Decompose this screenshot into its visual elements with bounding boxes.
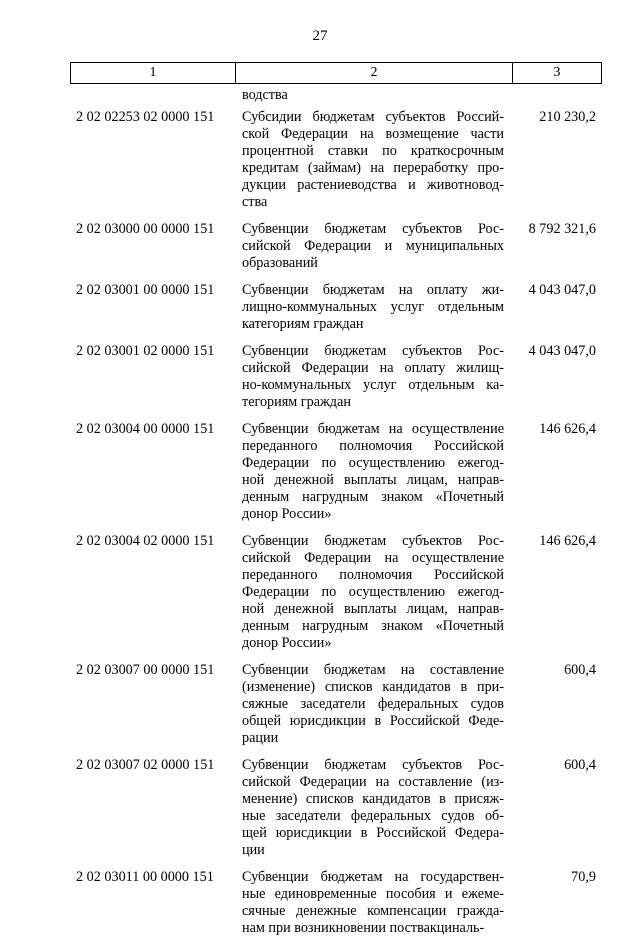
description-line: донор России» — [242, 506, 332, 522]
table-row — [0, 869, 640, 937]
description-line: ции — [242, 842, 265, 858]
table-row — [0, 282, 640, 333]
description-line: Федерации по осуществлению ежегод- — [242, 455, 504, 471]
description-line: ные единовременные пособия и ежеме- — [242, 886, 504, 902]
description-line: Субвенции бюджетам на государствен- — [242, 869, 504, 885]
row-amount: 600,4 — [564, 757, 596, 773]
description-line: дукции растениеводства и животновод- — [242, 177, 504, 193]
description-line: Субсидии бюджетам субъектов Россий- — [242, 109, 504, 125]
row-amount: 70,9 — [571, 869, 596, 885]
row-description — [242, 343, 504, 411]
description-line: Субвенции бюджетам субъектов Рос- — [242, 533, 504, 549]
row-description — [242, 533, 504, 652]
description-line: Субвенции бюджетам субъектов Рос- — [242, 757, 504, 773]
description-line: сийской Федерации и муниципальных — [242, 238, 504, 254]
header-col-1: 1 — [71, 63, 236, 83]
description-line: Субвенции бюджетам субъектов Рос- — [242, 343, 504, 359]
description-line: процентной ставки по краткосрочным — [242, 143, 504, 159]
row-description — [242, 221, 504, 272]
description-line: Субвенции бюджетам на составление — [242, 662, 504, 678]
description-line: Субвенции бюджетам на осуществление — [242, 421, 504, 437]
description-line: переданного полномочия Российской — [242, 567, 504, 583]
description-line: тегориям граждан — [242, 394, 351, 410]
description-line: лищно-коммунальных услуг отдельным — [242, 299, 504, 315]
table-row — [0, 533, 640, 652]
row-code: 2 02 03001 00 0000 151 — [76, 282, 215, 298]
row-description — [242, 757, 504, 859]
table-row — [0, 662, 640, 747]
description-line: сийской Федерации на оплату жилищ- — [242, 360, 504, 376]
table-body — [0, 87, 640, 937]
description-line: Федерации по осуществлению ежегод- — [242, 584, 504, 600]
description-line: Субвенции бюджетам субъектов Рос- — [242, 221, 504, 237]
row-amount: 600,4 — [564, 662, 596, 678]
table-row — [0, 221, 640, 272]
row-code: 2 02 03000 00 0000 151 — [76, 221, 215, 237]
row-code: 2 02 03004 00 0000 151 — [76, 421, 215, 437]
row-amount: 8 792 321,6 — [528, 221, 596, 237]
row-amount: 146 626,4 — [539, 533, 596, 549]
description-line: рации — [242, 730, 279, 746]
description-line: ской Федерации на возмещение части — [242, 126, 504, 142]
row-amount: 4 043 047,0 — [528, 282, 596, 298]
row-description — [242, 662, 504, 747]
description-line: ной денежной выплаты лицам, направ- — [242, 472, 504, 488]
row-code: 2 02 03004 02 0000 151 — [76, 533, 215, 549]
description-line: щей юрисдикции в Российской Федера- — [242, 825, 504, 841]
description-line: образований — [242, 255, 318, 271]
description-line: донор России» — [242, 635, 332, 651]
table-row — [0, 421, 640, 523]
row-description — [242, 87, 504, 104]
continuation-row — [0, 87, 640, 104]
row-code: 2 02 03001 02 0000 151 — [76, 343, 215, 359]
description-line: кредитам (займам) на переработку про- — [242, 160, 504, 176]
table-row — [0, 109, 640, 211]
row-description — [242, 109, 504, 211]
row-description — [242, 421, 504, 523]
row-code: 2 02 03007 02 0000 151 — [76, 757, 215, 773]
description-line: водства — [242, 87, 288, 103]
description-line: сяжные заседатели федеральных судов — [242, 696, 504, 712]
description-line: общей юрисдикции в Российской Феде- — [242, 713, 504, 729]
row-code: 2 02 03011 00 0000 151 — [76, 869, 214, 885]
description-line: сийской Федерации на осуществление — [242, 550, 504, 566]
description-line: переданного полномочия Российской — [242, 438, 504, 454]
description-line: ные заседатели федеральных судов об- — [242, 808, 504, 824]
table-header — [70, 62, 602, 84]
table-row — [0, 757, 640, 859]
header-col-3: 3 — [553, 65, 561, 80]
description-line: ства — [242, 194, 268, 210]
description-line: (изменение) списков кандидатов в при- — [242, 679, 504, 695]
description-line: менение) списков кандидатов в присяж- — [242, 791, 504, 807]
description-line: сийской Федерации на составление (из- — [242, 774, 504, 790]
description-line: Субвенции бюджетам на оплату жи- — [242, 282, 504, 298]
row-description — [242, 869, 504, 937]
row-amount: 146 626,4 — [539, 421, 596, 437]
header-col-2: 2 — [236, 63, 513, 83]
row-code: 2 02 03007 00 0000 151 — [76, 662, 215, 678]
description-line: категориям граждан — [242, 316, 364, 332]
row-amount: 4 043 047,0 — [528, 343, 596, 359]
description-line: денным нагрудным знаком «Почетный — [242, 489, 504, 505]
description-line: ной денежной выплаты лицам, направ- — [242, 601, 504, 617]
description-line: нам при возникновении поствакциналь- — [242, 920, 485, 936]
description-line: сячные денежные компенсации гражда- — [242, 903, 504, 919]
page-number: 27 — [312, 28, 328, 44]
row-code: 2 02 02253 02 0000 151 — [76, 109, 215, 125]
table-row — [0, 343, 640, 411]
row-amount: 210 230,2 — [539, 109, 596, 125]
row-description — [242, 282, 504, 333]
description-line: но-коммунальных услуг отдельным ка- — [242, 377, 504, 393]
description-line: денным нагрудным знаком «Почетный — [242, 618, 504, 634]
